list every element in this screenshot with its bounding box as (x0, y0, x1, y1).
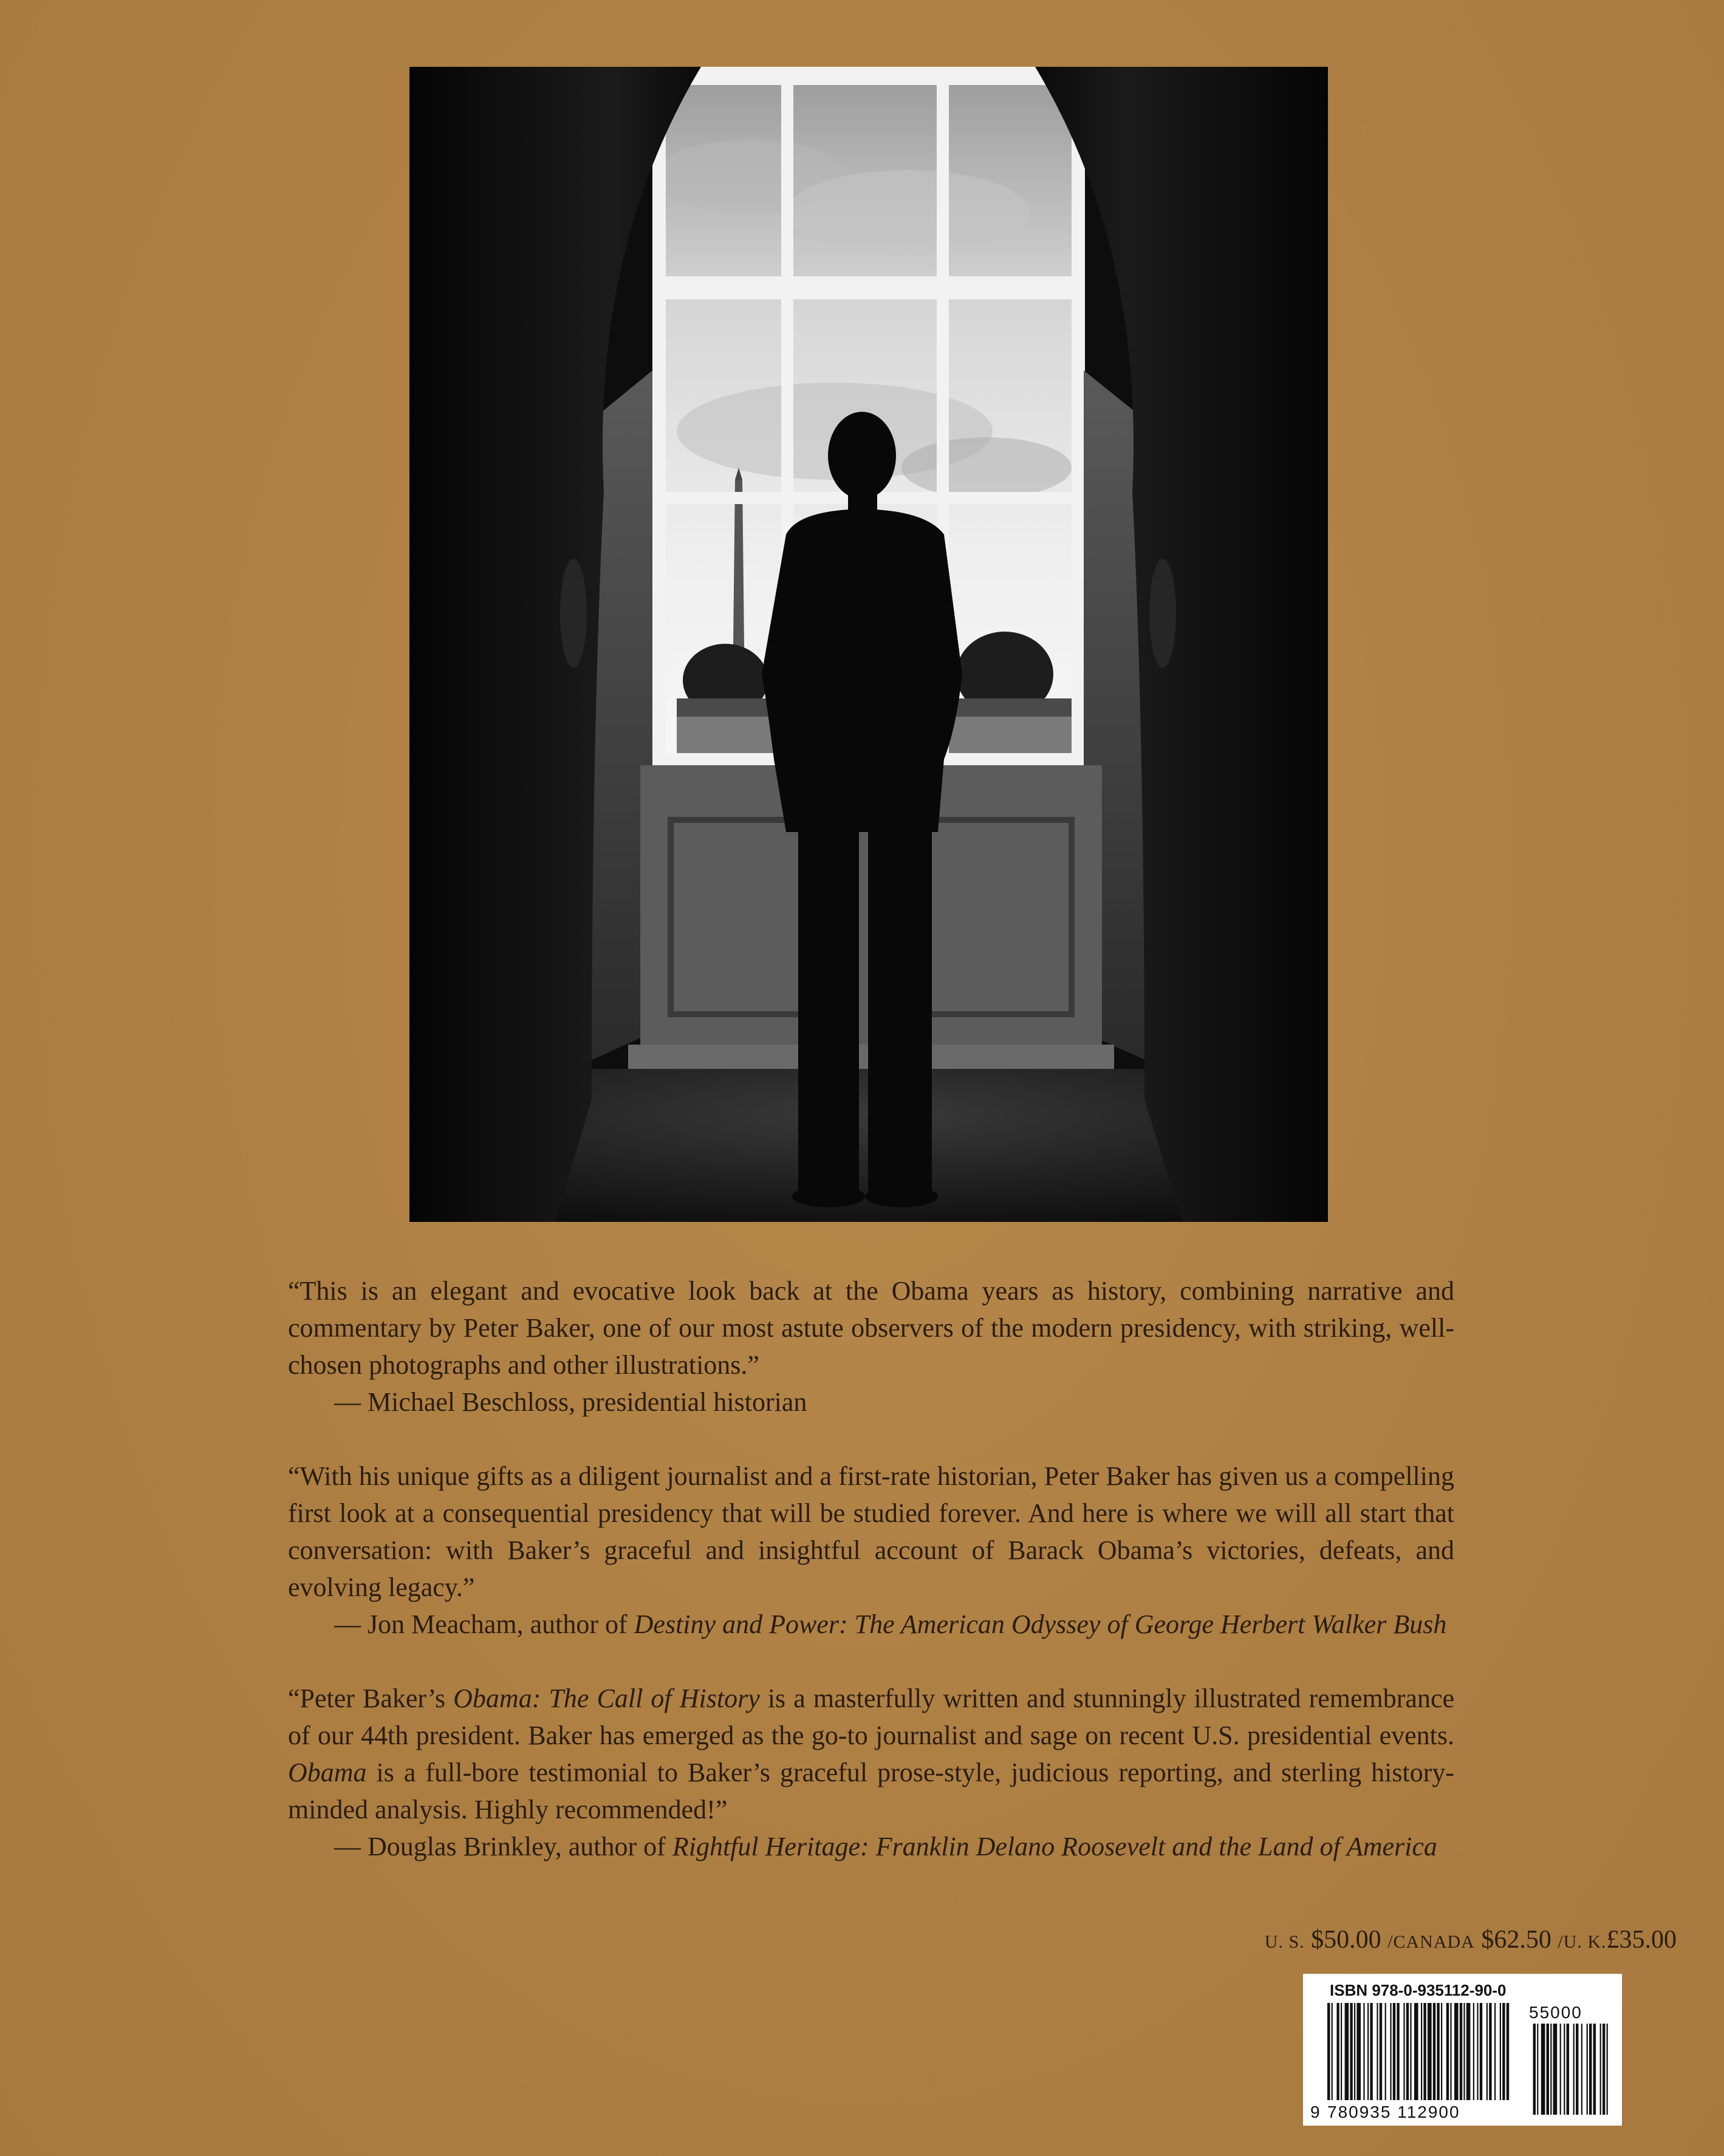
barcode-leading-digit: 9 (1310, 2103, 1321, 2121)
blurb-attribution (288, 1383, 1454, 1421)
barcode-main-digits: 780935 112900 (1327, 2103, 1460, 2121)
quote-text: “With his unique gifts as a diligent journalist and a first-rate historian, Peter Baker has given us a compelling first look at a consequential presidency that will be studied forever. And here is where we will all start that conversation: with Baker’s graceful and insightful account of Barack Obama’s victories, defeats, and evolving legacy.” (288, 1461, 1454, 1602)
price-uk-value: £35.00 (1606, 1926, 1677, 1954)
blurbs (288, 1272, 1454, 1902)
book-title: Rightful Heritage: Franklin Delano Roosevelt and the Land of America (672, 1832, 1437, 1861)
blurb-quote (288, 1458, 1454, 1606)
quote-text: “Peter Baker’s (288, 1684, 454, 1713)
attribution-text: — Douglas Brinkley, author of (334, 1832, 672, 1861)
book-title: Obama: The Call of History (453, 1684, 760, 1713)
price-canada-label: /CANADA (1387, 1932, 1475, 1952)
price-us-label: U. S. (1264, 1932, 1305, 1952)
blurb-attribution (288, 1828, 1454, 1865)
quote-text: is a masterfully written and stunningly illustrated remembrance of our 44th president. Baker has emerged as the go-to journalist and sage on recent U.S. presidential events. (288, 1684, 1454, 1750)
price-uk-label: /U. K. (1558, 1932, 1607, 1952)
barcode-addon-digits: 55000 (1529, 2003, 1582, 2022)
isbn-number: ISBN 978-0-935112-90-0 (1330, 1981, 1507, 1999)
attribution-text: — Michael Beschloss, presidential historian (334, 1387, 807, 1417)
book-title: Obama (288, 1758, 367, 1787)
quote-text: is a full-bore testimonial to Baker’s graceful prose-style, judicious reporting, and sterling history-minded analysis. Highly recommended!” (288, 1758, 1454, 1824)
quote-text: “This is an elegant and evocative look back at the Obama years as history, combining narrative and commentary by Peter Baker, one of our most astute observers of the modern presidency, with striking, well-chosen photographs and other illustrations.” (288, 1276, 1454, 1380)
price-us-value: $50.00 (1311, 1926, 1381, 1954)
blurb-brinkley (288, 1680, 1454, 1865)
blurb-beschloss (288, 1272, 1454, 1421)
blurb-quote (288, 1272, 1454, 1383)
attribution-text: — Jon Meacham, author of (334, 1609, 634, 1639)
isbn-barcode (1303, 1974, 1622, 2126)
price-canada-value: $62.50 (1481, 1926, 1551, 1954)
book-title: Destiny and Power: The American Odyssey of George Herbert Walker Bush (634, 1609, 1447, 1639)
blurb-quote (288, 1680, 1454, 1828)
cover-photo (409, 67, 1328, 1222)
photo-man-at-window-icon (409, 67, 1328, 1222)
blurb-meacham (288, 1458, 1454, 1643)
blurb-attribution (288, 1606, 1454, 1643)
price-line (1265, 1925, 1677, 1954)
